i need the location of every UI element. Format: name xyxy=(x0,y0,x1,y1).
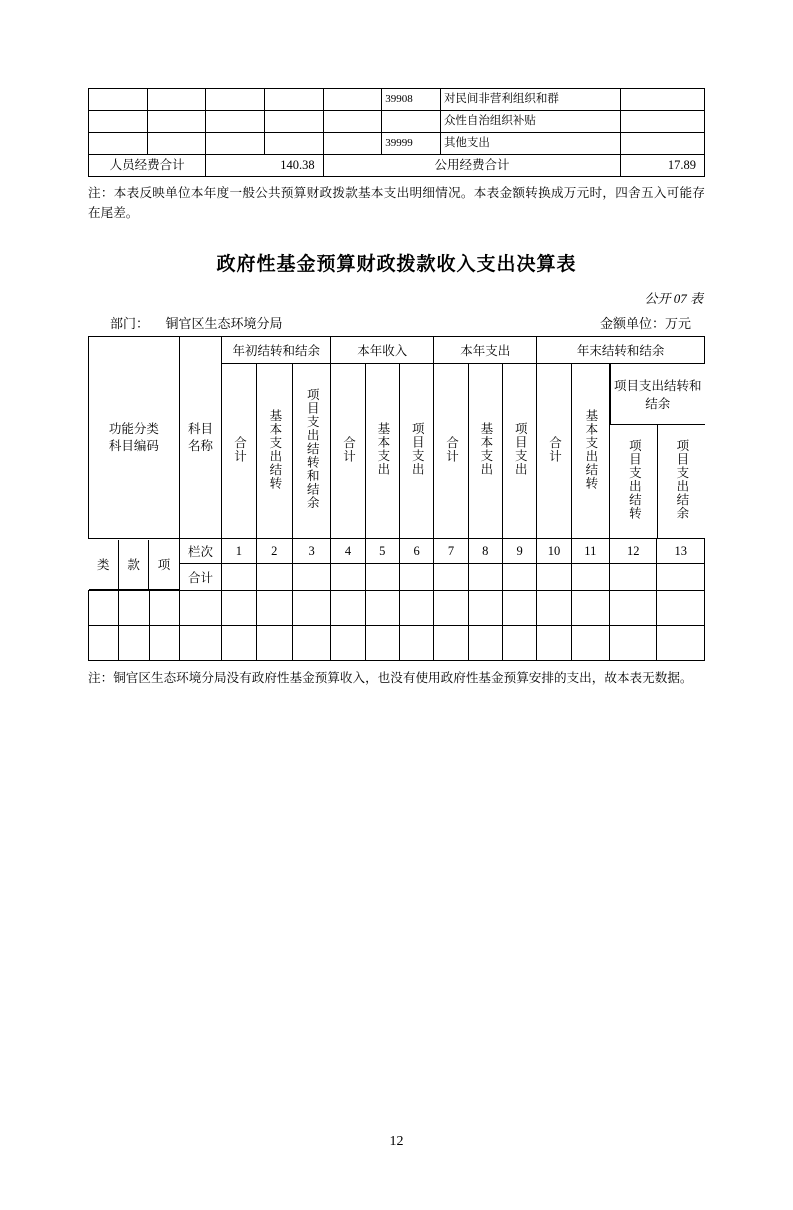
cell xyxy=(89,626,119,661)
cell xyxy=(89,89,148,111)
header-col-7: 合计 xyxy=(434,364,468,539)
department-label: 部门： xyxy=(110,316,150,332)
total-val-8 xyxy=(468,564,502,591)
cell xyxy=(323,89,382,111)
header-subgroup-wrapper xyxy=(610,364,705,539)
cell xyxy=(610,591,657,626)
table-row xyxy=(89,626,705,661)
cell xyxy=(256,626,292,661)
header-subject-name xyxy=(179,337,221,539)
header-col-4: 合计 xyxy=(331,364,365,539)
class-header-lei: 类 xyxy=(89,540,119,590)
personnel-total-value: 140.38 xyxy=(206,155,323,177)
table-row xyxy=(89,111,705,133)
cell xyxy=(331,626,365,661)
col-num-12: 12 xyxy=(610,539,657,564)
col-num-10: 10 xyxy=(537,539,571,564)
amount-unit-label: 金额单位：万元 xyxy=(599,316,691,332)
total-val-6 xyxy=(399,564,433,591)
total-val-9 xyxy=(502,564,536,591)
total-row xyxy=(89,564,705,591)
total-val-13 xyxy=(657,564,705,591)
cell xyxy=(264,111,323,133)
table-meta xyxy=(88,313,705,332)
cell xyxy=(292,626,330,661)
header-subject-name-label: 科目 名称 xyxy=(188,422,214,453)
cell xyxy=(147,89,206,111)
cell xyxy=(119,626,149,661)
continued-expenditure-table xyxy=(88,88,705,177)
note-bottom: 注：铜官区生态环境分局没有政府性基金预算收入，也没有使用政府性基金预算安排的支出，故本表无数据。 xyxy=(88,671,693,686)
cell xyxy=(434,591,468,626)
cell xyxy=(537,591,571,626)
cell-code: 39999 xyxy=(382,133,441,155)
cell xyxy=(657,591,705,626)
cell xyxy=(256,591,292,626)
header-func-class-label: 功能分类 科目编码 xyxy=(108,422,159,453)
table-number: 公开 07 表 xyxy=(644,291,703,307)
col-num-5: 5 xyxy=(365,539,399,564)
col-num-7: 7 xyxy=(434,539,468,564)
header-col-1: 合计 xyxy=(222,364,256,539)
cell xyxy=(179,626,221,661)
header-col-9: 项目支出 xyxy=(502,364,536,539)
header-col-12: 项目支出结转 xyxy=(611,425,658,539)
cell xyxy=(365,626,399,661)
total-val-3 xyxy=(292,564,330,591)
col-num-3: 3 xyxy=(292,539,330,564)
cell xyxy=(149,591,179,626)
col-num-8: 8 xyxy=(468,539,502,564)
page-number: 12 xyxy=(389,1134,404,1149)
header-col-3: 项目支出结转和结余 xyxy=(292,364,330,539)
cell-name: 对民间非营利组织和群 xyxy=(440,89,621,111)
cell xyxy=(264,133,323,155)
cell xyxy=(149,626,179,661)
header-group-closing-balance: 年末结转和结余 xyxy=(537,337,705,364)
column-number-row xyxy=(89,539,705,564)
total-val-7 xyxy=(434,564,468,591)
cell xyxy=(468,591,502,626)
header-col-2: 基本支出结转 xyxy=(256,364,292,539)
cell xyxy=(399,591,433,626)
cell xyxy=(206,133,265,155)
public-total-label: 公用经费合计 xyxy=(323,155,621,177)
cell-value xyxy=(621,133,705,155)
header-col-10: 合计 xyxy=(537,364,571,539)
header-subgroup-label: 项目支出结转和结余 xyxy=(611,364,705,425)
table-row xyxy=(89,591,705,626)
cell xyxy=(399,626,433,661)
col-num-11: 11 xyxy=(571,539,609,564)
col-num-4: 4 xyxy=(331,539,365,564)
department-value: 铜官区生态环境分局 xyxy=(165,316,283,332)
col-num-2: 2 xyxy=(256,539,292,564)
cell xyxy=(468,626,502,661)
total-val-4 xyxy=(331,564,365,591)
cell xyxy=(147,111,206,133)
cell xyxy=(331,591,365,626)
cell xyxy=(571,626,609,661)
total-val-12 xyxy=(610,564,657,591)
cell-code xyxy=(382,111,441,133)
table-row xyxy=(89,89,705,111)
total-val-2 xyxy=(256,564,292,591)
cell xyxy=(89,111,148,133)
cell xyxy=(571,591,609,626)
cell-name: 其他支出 xyxy=(440,133,621,155)
cell xyxy=(147,133,206,155)
cell xyxy=(222,626,256,661)
header-group-expenditure: 本年支出 xyxy=(434,337,537,364)
government-fund-budget-table xyxy=(88,336,705,661)
class-header-wrapper xyxy=(89,539,180,591)
class-header-kuan: 款 xyxy=(119,540,149,590)
col-num-9: 9 xyxy=(502,539,536,564)
cell xyxy=(206,111,265,133)
total-val-1 xyxy=(222,564,256,591)
cell xyxy=(502,626,536,661)
cell-code: 39908 xyxy=(382,89,441,111)
col-line-label: 栏次 xyxy=(179,539,221,564)
col-num-13: 13 xyxy=(657,539,705,564)
cell xyxy=(264,89,323,111)
class-header-xiang: 项 xyxy=(149,540,179,590)
total-val-10 xyxy=(537,564,571,591)
cell-value xyxy=(621,111,705,133)
cell xyxy=(610,626,657,661)
cell xyxy=(323,133,382,155)
table-total-row xyxy=(89,155,705,177)
cell-value xyxy=(621,89,705,111)
total-val-11 xyxy=(571,564,609,591)
cell xyxy=(179,591,221,626)
cell xyxy=(323,111,382,133)
header-func-class xyxy=(89,337,180,539)
header-group-income: 本年收入 xyxy=(331,337,434,364)
header-col-5: 基本支出 xyxy=(365,364,399,539)
cell xyxy=(89,133,148,155)
col-num-6: 6 xyxy=(399,539,433,564)
document-page xyxy=(0,88,793,1210)
col-num-1: 1 xyxy=(222,539,256,564)
cell xyxy=(206,89,265,111)
department-info xyxy=(110,313,299,332)
note-top: 注：本表反映单位本年度一般公共预算财政拨款基本支出明细情况。本表金额转换成万元时，四舍五入可能存在尾差。 xyxy=(88,186,705,220)
section-title: 政府性基金预算财政拨款收入支出决算表 xyxy=(216,254,577,276)
header-col-11: 基本支出结转 xyxy=(571,364,609,539)
cell xyxy=(292,591,330,626)
total-label: 合计 xyxy=(179,564,221,591)
cell xyxy=(365,591,399,626)
header-group-row xyxy=(89,337,705,364)
cell xyxy=(502,591,536,626)
table-row xyxy=(89,133,705,155)
header-col-13: 项目支出结余 xyxy=(658,425,705,539)
public-total-value: 17.89 xyxy=(621,155,705,177)
cell xyxy=(89,591,119,626)
personnel-total-label: 人员经费合计 xyxy=(89,155,206,177)
header-group-opening-balance: 年初结转和结余 xyxy=(222,337,331,364)
total-val-5 xyxy=(365,564,399,591)
header-col-6: 项目支出 xyxy=(399,364,433,539)
cell xyxy=(119,591,149,626)
cell xyxy=(222,591,256,626)
cell-name: 众性自治组织补贴 xyxy=(440,111,621,133)
cell xyxy=(537,626,571,661)
cell xyxy=(434,626,468,661)
header-col-8: 基本支出 xyxy=(468,364,502,539)
cell xyxy=(657,626,705,661)
